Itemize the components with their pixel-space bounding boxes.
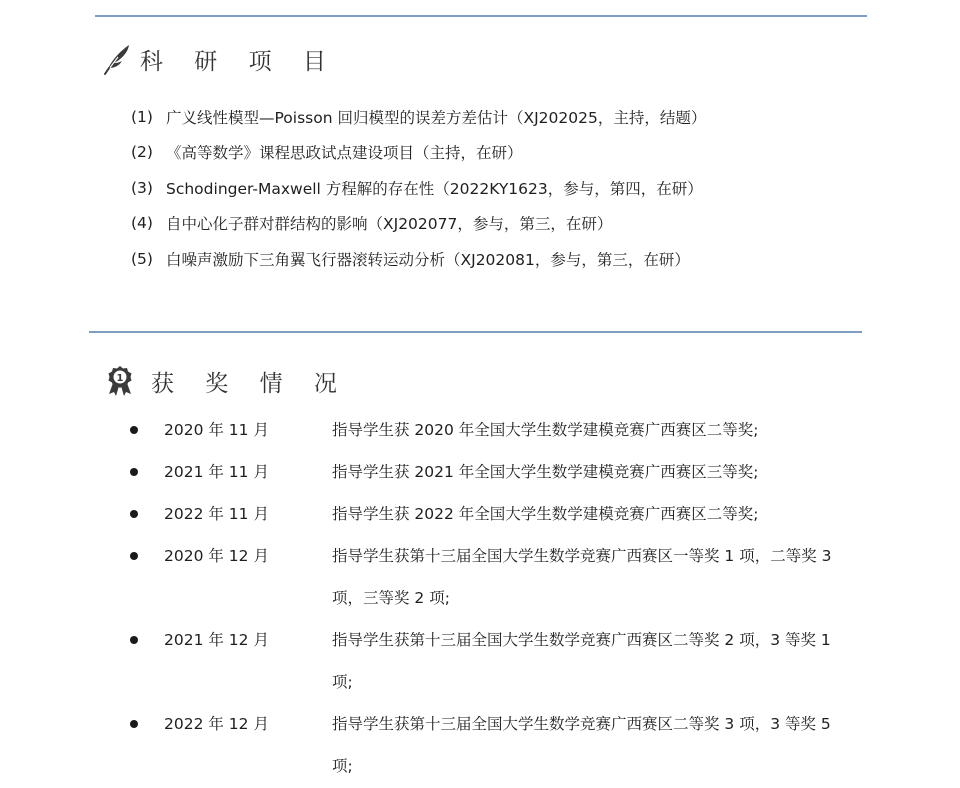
item-text: 广义线性模型—Poisson 回归模型的误差方差估计（XJ202025，主持，结题） xyxy=(166,108,707,127)
list-item xyxy=(126,703,832,787)
item-text: 《高等数学》课程思政试点建设项目（主持，在研） xyxy=(166,144,523,163)
awards-list xyxy=(126,409,832,787)
list-item xyxy=(131,135,706,171)
svg-text:1: 1 xyxy=(116,373,124,384)
research-section-header xyxy=(100,42,338,76)
item-number: (3) xyxy=(131,178,153,197)
award-text: 指导学生获 2020 年全国大学生数学建模竞赛广西赛区二等奖; xyxy=(332,421,759,439)
list-item xyxy=(131,206,706,242)
bullet-icon xyxy=(126,535,164,619)
award-text: 指导学生获 2021 年全国大学生数学建模竞赛广西赛区三等奖; xyxy=(332,463,759,481)
item-text: 自中心化子群对群结构的影响（XJ202077，参与，第三，在研） xyxy=(166,215,613,234)
list-item xyxy=(126,619,832,703)
awards-section-title: 获 奖 情 况 xyxy=(151,370,349,397)
award-date: 2020 年 12 月 xyxy=(164,547,269,565)
list-item xyxy=(131,99,706,135)
award-date: 2022 年 12 月 xyxy=(164,715,269,733)
award-medal-icon xyxy=(103,364,137,398)
bullet-icon xyxy=(126,409,164,451)
research-section-title: 科 研 项 目 xyxy=(140,48,338,75)
award-text: 指导学生获第十三届全国大学生数学竞赛广西赛区二等奖 3 项，3 等奖 5 项; xyxy=(332,715,831,775)
middle-divider xyxy=(89,331,862,333)
awards-section-header xyxy=(103,364,349,398)
bullet-icon xyxy=(126,619,164,703)
list-item xyxy=(126,451,832,493)
item-number: (5) xyxy=(131,249,153,268)
award-date: 2021 年 12 月 xyxy=(164,631,269,649)
list-item xyxy=(131,170,706,206)
item-text: Schodinger-Maxwell 方程解的存在性（2022KY1623，参与，第四，在研） xyxy=(166,179,703,198)
bullet-icon xyxy=(126,451,164,493)
list-item xyxy=(131,241,706,277)
list-item xyxy=(126,535,832,619)
research-project-list xyxy=(131,99,706,277)
item-text: 白噪声激励下三角翼飞行器滚转运动分析（XJ202081，参与，第三，在研） xyxy=(166,250,690,269)
item-number: (1) xyxy=(131,107,153,126)
item-number: (2) xyxy=(131,143,153,162)
award-date: 2021 年 11 月 xyxy=(164,463,269,481)
top-divider xyxy=(95,15,867,17)
award-date: 2020 年 11 月 xyxy=(164,421,269,439)
award-text: 指导学生获第十三届全国大学生数学竞赛广西赛区一等奖 1 项，二等奖 3 项，三等奖 2 项; xyxy=(332,547,832,607)
list-item xyxy=(126,409,832,451)
award-text: 指导学生获第十三届全国大学生数学竞赛广西赛区二等奖 2 项，3 等奖 1 项; xyxy=(332,631,831,691)
bullet-icon xyxy=(126,703,164,787)
bullet-icon xyxy=(126,493,164,535)
award-text: 指导学生获 2022 年全国大学生数学建模竞赛广西赛区二等奖; xyxy=(332,505,759,523)
feather-quill-icon xyxy=(100,42,134,76)
list-item xyxy=(126,493,832,535)
item-number: (4) xyxy=(131,214,153,233)
award-date: 2022 年 11 月 xyxy=(164,505,269,523)
